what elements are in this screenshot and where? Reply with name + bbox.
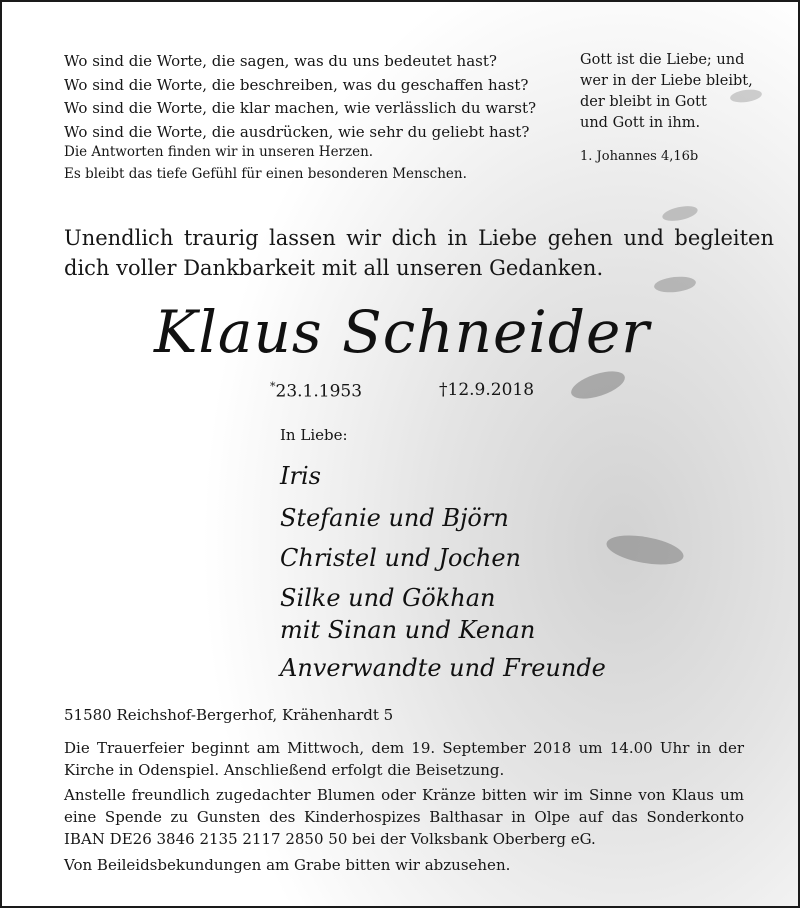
poem-line: Wo sind die Worte, die klar machen, wie verlässlich du warst? bbox=[64, 99, 537, 117]
death-date-value: 12.9.2018 bbox=[447, 380, 535, 400]
poem-line: Wo sind die Worte, die ausdrücken, wie sehr du geliebt hast? bbox=[64, 122, 530, 141]
birth-symbol: * bbox=[270, 380, 276, 393]
deceased-name: Klaus Schneider bbox=[154, 298, 650, 366]
mourner-name: Anverwandte und Freunde bbox=[280, 654, 606, 682]
quote-line: der bleibt in Gott bbox=[580, 94, 707, 110]
quote-reference: 1. Johannes 4,16b bbox=[580, 149, 699, 164]
footprint-4 bbox=[568, 366, 628, 404]
answer-line: Die Antworten finden wir in unseren Herzen. bbox=[64, 144, 374, 160]
quote-line: und Gott in ihm. bbox=[580, 115, 701, 131]
mourner-name: Stefanie und Björn bbox=[280, 504, 509, 532]
quote-line: Gott ist die Liebe; und bbox=[580, 52, 745, 68]
poem-line: Wo sind die Worte, die beschreiben, was du geschaffen hast? bbox=[64, 75, 529, 94]
intro-text: Unendlich traurig lassen wir dich in Liebe gehen und begleiten dich voller Dankbarkeit mit all unseren Gedanken. bbox=[64, 226, 774, 280]
funeral-info: Die Trauerfeier beginnt am Mittwoch, dem 19. September 2018 um 14.00 Uhr in der Kirche in Odenspiel. Anschließend erfolgt die Beisetzung. bbox=[64, 739, 744, 779]
mourner-name: mit Sinan und Kenan bbox=[280, 616, 536, 644]
mourners-label: In Liebe: bbox=[280, 426, 348, 444]
answer-line: Es bleibt das tiefe Gefühl für einen besonderen Menschen. bbox=[64, 166, 467, 182]
poem-line: Wo sind die Worte, die sagen, was du uns bedeutet hast? bbox=[64, 52, 497, 70]
quote-line: wer in der Liebe bleibt, bbox=[580, 73, 753, 89]
footprint-2 bbox=[661, 203, 699, 223]
mourner-name: Christel und Jochen bbox=[280, 544, 521, 572]
poem bbox=[64, 50, 536, 144]
birth-date bbox=[270, 380, 362, 402]
poem-answers bbox=[64, 141, 467, 185]
death-date bbox=[439, 380, 534, 400]
birth-date-value: 23.1.1953 bbox=[275, 381, 363, 402]
condolence-info: Von Beileidsbekundungen am Grabe bitten wir abzusehen. bbox=[64, 856, 511, 874]
mourner-name: Silke und Gökhan bbox=[280, 584, 496, 612]
mourner-name: Iris bbox=[280, 462, 321, 490]
bible-quote bbox=[580, 50, 753, 167]
address: 51580 Reichshof-Bergerhof, Krähenhardt 5 bbox=[64, 706, 394, 724]
footprint-5 bbox=[604, 530, 685, 569]
death-symbol: † bbox=[439, 380, 448, 400]
donation-info: Anstelle freundlich zugedachter Blumen oder Kränze bitten wir im Sinne von Klaus um eine Spende zu Gunsten des Kinderhospizes Balthasar in Olpe auf das Sonderkonto IBAN DE26 3846 2135 2117 2850 50 bei der Volksbank Oberberg eG. bbox=[64, 786, 744, 848]
